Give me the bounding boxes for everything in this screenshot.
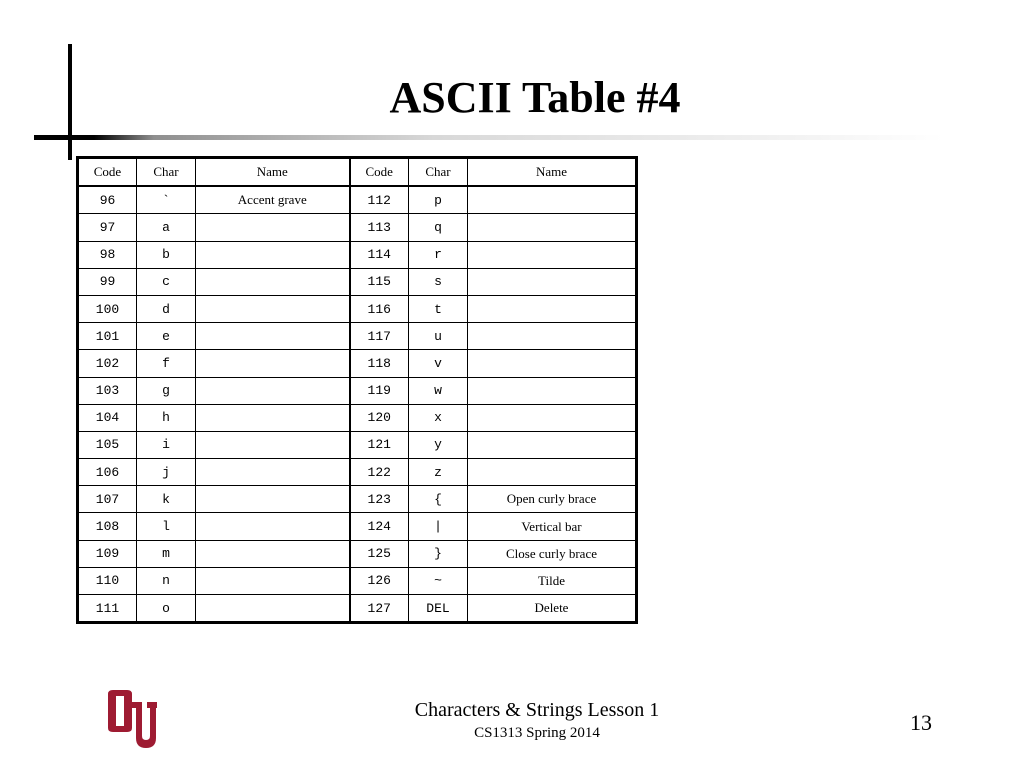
name-cell	[196, 404, 350, 431]
ou-logo-icon	[106, 688, 158, 750]
table-row	[78, 323, 637, 350]
char-cell: {	[409, 486, 468, 513]
code-cell: 124	[350, 513, 409, 540]
code-cell: 117	[350, 323, 409, 350]
table-row	[78, 513, 637, 540]
char-cell: p	[409, 186, 468, 214]
name-cell	[196, 214, 350, 241]
code-cell: 101	[78, 323, 137, 350]
char-cell: t	[409, 295, 468, 322]
code-cell: 120	[350, 404, 409, 431]
page-number: 13	[910, 710, 932, 735]
name-cell: Accent grave	[196, 186, 350, 214]
code-cell: 97	[78, 214, 137, 241]
table-row	[78, 567, 637, 594]
footer-course: CS1313 Spring 2014	[474, 725, 600, 741]
code-cell: 107	[78, 486, 137, 513]
table-row	[78, 295, 637, 322]
table-row	[78, 431, 637, 458]
char-cell: g	[137, 377, 196, 404]
name-cell	[468, 268, 637, 295]
table-row	[78, 540, 637, 567]
slide-horizontal-rule	[34, 135, 944, 140]
code-cell: 98	[78, 241, 137, 268]
code-cell: 123	[350, 486, 409, 513]
table-row	[78, 595, 637, 623]
code-cell: 122	[350, 459, 409, 486]
char-cell: v	[409, 350, 468, 377]
table-row	[78, 404, 637, 431]
code-cell: 112	[350, 186, 409, 214]
char-cell: l	[137, 513, 196, 540]
code-cell: 108	[78, 513, 137, 540]
code-cell: 102	[78, 350, 137, 377]
char-cell: y	[409, 431, 468, 458]
char-cell: |	[409, 513, 468, 540]
table-row	[78, 377, 637, 404]
char-cell: m	[137, 540, 196, 567]
code-cell: 116	[350, 295, 409, 322]
code-cell: 125	[350, 540, 409, 567]
code-cell: 114	[350, 241, 409, 268]
name-cell	[468, 186, 637, 214]
char-cell: i	[137, 431, 196, 458]
code-cell: 111	[78, 595, 137, 623]
table-row	[78, 214, 637, 241]
char-cell: ~	[409, 567, 468, 594]
table-row	[78, 459, 637, 486]
char-cell: }	[409, 540, 468, 567]
char-cell: w	[409, 377, 468, 404]
char-cell: c	[137, 268, 196, 295]
table-body	[78, 186, 637, 623]
name-cell	[196, 323, 350, 350]
code-cell: 115	[350, 268, 409, 295]
char-cell: k	[137, 486, 196, 513]
code-cell: 105	[78, 431, 137, 458]
name-cell	[196, 595, 350, 623]
name-cell	[196, 486, 350, 513]
name-cell	[196, 377, 350, 404]
name-cell	[196, 540, 350, 567]
header-char: Char	[137, 158, 196, 187]
name-cell	[196, 241, 350, 268]
name-cell	[196, 350, 350, 377]
code-cell: 103	[78, 377, 137, 404]
code-cell: 104	[78, 404, 137, 431]
char-cell: s	[409, 268, 468, 295]
slide-title: ASCII Table #4	[389, 73, 681, 122]
char-cell: DEL	[409, 595, 468, 623]
table-row	[78, 241, 637, 268]
char-cell: u	[409, 323, 468, 350]
code-cell: 109	[78, 540, 137, 567]
header-code: Code	[78, 158, 137, 187]
name-cell	[468, 295, 637, 322]
name-cell	[468, 241, 637, 268]
header-code: Code	[350, 158, 409, 187]
name-cell	[196, 268, 350, 295]
code-cell: 126	[350, 567, 409, 594]
code-cell: 113	[350, 214, 409, 241]
footer-title: Characters & Strings Lesson 1	[414, 699, 660, 721]
name-cell	[468, 214, 637, 241]
name-cell	[468, 377, 637, 404]
code-cell: 127	[350, 595, 409, 623]
char-cell: f	[137, 350, 196, 377]
table-header-row	[78, 158, 637, 187]
slide-vertical-rule	[68, 44, 72, 160]
code-cell: 119	[350, 377, 409, 404]
code-cell: 121	[350, 431, 409, 458]
name-cell	[196, 513, 350, 540]
name-cell: Delete	[468, 595, 637, 623]
name-cell	[468, 404, 637, 431]
char-cell: `	[137, 186, 196, 214]
char-cell: a	[137, 214, 196, 241]
char-cell: z	[409, 459, 468, 486]
code-cell: 99	[78, 268, 137, 295]
char-cell: e	[137, 323, 196, 350]
name-cell	[468, 431, 637, 458]
code-cell: 106	[78, 459, 137, 486]
char-cell: o	[137, 595, 196, 623]
name-cell	[196, 431, 350, 458]
char-cell: x	[409, 404, 468, 431]
table-row	[78, 350, 637, 377]
name-cell: Vertical bar	[468, 513, 637, 540]
name-cell	[196, 567, 350, 594]
name-cell	[196, 459, 350, 486]
table-row	[78, 186, 637, 214]
header-char: Char	[409, 158, 468, 187]
header-name: Name	[468, 158, 637, 187]
char-cell: n	[137, 567, 196, 594]
footer	[380, 697, 694, 743]
char-cell: r	[409, 241, 468, 268]
code-cell: 118	[350, 350, 409, 377]
char-cell: d	[137, 295, 196, 322]
char-cell: b	[137, 241, 196, 268]
char-cell: q	[409, 214, 468, 241]
name-cell	[468, 323, 637, 350]
code-cell: 100	[78, 295, 137, 322]
name-cell: Tilde	[468, 567, 637, 594]
header-name: Name	[196, 158, 350, 187]
name-cell	[468, 459, 637, 486]
name-cell	[196, 295, 350, 322]
name-cell: Close curly brace	[468, 540, 637, 567]
name-cell: Open curly brace	[468, 486, 637, 513]
table-row	[78, 268, 637, 295]
name-cell	[468, 350, 637, 377]
code-cell: 110	[78, 567, 137, 594]
table-row	[78, 486, 637, 513]
char-cell: h	[137, 404, 196, 431]
ascii-table	[76, 156, 638, 624]
char-cell: j	[137, 459, 196, 486]
code-cell: 96	[78, 186, 137, 214]
